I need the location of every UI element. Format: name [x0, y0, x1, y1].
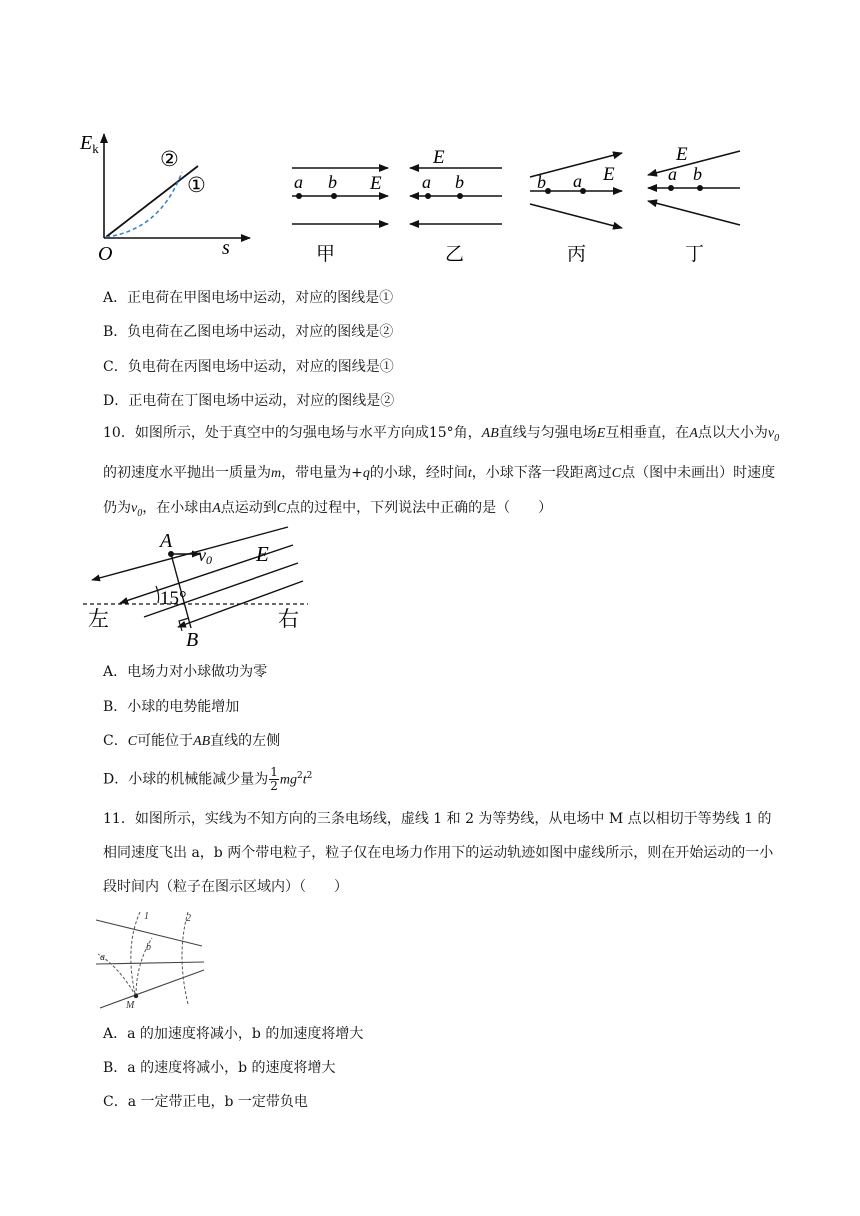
svg-text:15°: 15°: [160, 588, 187, 609]
q9-option-b: B．负电荷在乙图电场中运动，对应的图线是②: [103, 324, 394, 340]
svg-text:a: a: [100, 952, 105, 963]
field-panel-bing: [530, 153, 622, 265]
svg-text:E: E: [433, 147, 445, 168]
q11-option-c: C．a 一定带正电，b 一定带负电: [103, 1094, 308, 1110]
graph-line-1: [106, 166, 198, 237]
svg-text:E: E: [676, 144, 688, 165]
q9-option-d: D．正电荷在丁图电场中运动，对应的图线是②: [103, 393, 395, 409]
caption-bing: 丙: [567, 244, 587, 265]
line-2-marker: ②: [160, 147, 179, 171]
svg-text:b: b: [537, 172, 546, 192]
caption-jia: 甲: [316, 244, 336, 265]
fraction-half: $\frac{1}{2}$: [270, 765, 278, 794]
q9-option-a: A．正电荷在甲图电场中运动，对应的图线是①: [103, 290, 394, 306]
svg-text:b: b: [693, 164, 702, 184]
s-label: s: [222, 237, 230, 259]
origin-label: O: [98, 243, 113, 265]
svg-text:E: E: [370, 173, 382, 194]
svg-text:a: a: [294, 172, 303, 192]
svg-text:a: a: [573, 171, 582, 191]
q10-figure: [78, 525, 318, 653]
q10-stem: 10．如图所示，处于真空中的匀强电场与水平方向成15°角，AB直线与匀强电场E互相垂直，在A点以大小为$v_0$的初速度水平抛出一质量为m，带电量为+q的小球，经时间t，小球下落一段距离过C点（图中未画出）时速度仍为$v_0$，在小球由A点运动到C点的过程中，下列说法中正确的是（ ）: [103, 425, 780, 519]
svg-text:v0: v0: [198, 545, 212, 567]
svg-text:2: 2: [186, 913, 191, 924]
svg-text:a: a: [422, 172, 431, 192]
right-label: 右: [278, 607, 299, 631]
q11-figure: [88, 908, 222, 1012]
svg-text:b: b: [146, 942, 151, 953]
q9-option-c: C．负电荷在丙图电场中运动，对应的图线是①: [103, 359, 394, 375]
q10-option-d: D．小球的机械能减少量为 $\frac{1}{2}$ $mg^2t^2$: [103, 765, 313, 794]
svg-text:b: b: [328, 172, 337, 192]
svg-text:1: 1: [144, 911, 149, 922]
left-label: 左: [88, 607, 109, 631]
svg-text:M: M: [126, 1000, 135, 1011]
q11-option-a: A．a 的加速度将减小，b 的加速度将增大: [103, 1026, 364, 1042]
caption-yi: 乙: [445, 244, 465, 265]
line-1-marker: ①: [187, 173, 206, 197]
field-panel-ding: [648, 144, 740, 265]
field-panel-jia: [292, 168, 388, 265]
q10-option-c: C．C可能位于AB直线的左侧: [103, 733, 281, 749]
ek-s-graph: [79, 132, 250, 265]
q10-option-a: A．电场力对小球做功为零: [103, 664, 268, 680]
svg-text:E: E: [256, 542, 269, 566]
field-panel-yi: [410, 147, 502, 265]
q11-option-b: B．a 的速度将减小，b 的速度将增大: [103, 1060, 336, 1076]
svg-text:E: E: [603, 164, 615, 185]
q9-figures: [70, 120, 770, 270]
q10-option-b: B．小球的电势能增加: [103, 699, 240, 715]
svg-text:b: b: [455, 172, 464, 192]
svg-text:a: a: [668, 164, 677, 184]
q11-stem: 11．如图所示，实线为不知方向的三条电场线，虚线 1 和 2 为等势线，从电场中 M 点以相切于等势线 1 的相同速度飞出 a，b 两个带电粒子，粒子仅在电场力作用下的运动轨迹如图中虚线所示，则在开始运动的一小段时间内（粒子在图示区域内）（ ）: [103, 811, 774, 895]
svg-text:B: B: [186, 629, 199, 651]
ek-label: $E_k$: [80, 132, 99, 156]
svg-text:A: A: [160, 530, 173, 552]
caption-ding: 丁: [685, 244, 705, 265]
